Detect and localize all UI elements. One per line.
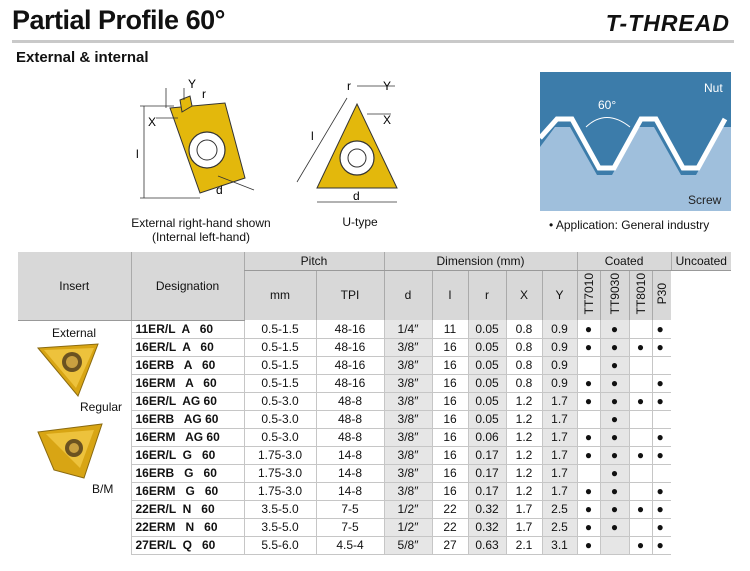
cell-grade-2: ● — [600, 320, 629, 338]
cell-des: 16ER/L G 60 — [131, 446, 244, 464]
cell-grade-2 — [600, 536, 629, 554]
cell-l: 16 — [432, 338, 468, 356]
cell-grade-2: ● — [600, 446, 629, 464]
cell-tpi: 48-8 — [316, 410, 384, 428]
col-coated: Coated — [577, 252, 671, 270]
cell-r: 0.05 — [468, 356, 506, 374]
cell-des: 27ER/L Q 60 — [131, 536, 244, 554]
cell-tpi: 7-5 — [316, 500, 384, 518]
cell-grade-2: ● — [600, 482, 629, 500]
table-row — [18, 320, 731, 338]
cell-tpi: 14-8 — [316, 464, 384, 482]
cell-r: 0.05 — [468, 374, 506, 392]
thread-profile-panel — [540, 72, 731, 211]
label-bm: B/M — [92, 482, 114, 496]
cell-x: 0.8 — [506, 320, 542, 338]
cell-grade-1: ● — [577, 374, 600, 392]
cell-grade-2: ● — [600, 374, 629, 392]
cell-r: 0.05 — [468, 392, 506, 410]
external-insert-diagram — [130, 78, 270, 216]
cell-mm: 1.75-3.0 — [244, 446, 316, 464]
cell-x: 1.2 — [506, 464, 542, 482]
cell-grade-1: ● — [577, 428, 600, 446]
cell-mm: 0.5-1.5 — [244, 338, 316, 356]
cell-y: 0.9 — [542, 374, 577, 392]
cell-grade-4: ● — [652, 338, 671, 356]
cell-y: 1.7 — [542, 446, 577, 464]
col-d: d — [384, 270, 432, 320]
cell-mm: 3.5-5.0 — [244, 500, 316, 518]
dim-r-label: r — [202, 87, 206, 101]
cell-l: 16 — [432, 428, 468, 446]
cell-x: 1.2 — [506, 410, 542, 428]
title-divider — [12, 40, 734, 43]
cell-y: 3.1 — [542, 536, 577, 554]
cell-des: 22ERM N 60 — [131, 518, 244, 536]
cell-y: 0.9 — [542, 338, 577, 356]
cell-grade-3 — [629, 518, 652, 536]
cell-l: 16 — [432, 410, 468, 428]
cell-grade-1: ● — [577, 518, 600, 536]
cell-x: 2.1 — [506, 536, 542, 554]
cell-grade-2: ● — [600, 428, 629, 446]
cell-des: 16ERM AG 60 — [131, 428, 244, 446]
cell-d: 3/8″ — [384, 356, 432, 374]
cell-grade-1 — [577, 464, 600, 482]
u-dim-y-label: Y — [383, 79, 392, 93]
cell-y: 1.7 — [542, 482, 577, 500]
cell-r: 0.05 — [468, 338, 506, 356]
section-subtitle: External & internal — [16, 49, 149, 66]
cell-grade-1: ● — [577, 536, 600, 554]
cell-y: 0.9 — [542, 356, 577, 374]
cell-tpi: 48-16 — [316, 320, 384, 338]
cell-grade-3 — [629, 320, 652, 338]
col-x: X — [506, 270, 542, 320]
cell-x: 1.2 — [506, 446, 542, 464]
cell-d: 3/8″ — [384, 410, 432, 428]
col-mm: mm — [244, 270, 316, 320]
cell-grade-1 — [577, 356, 600, 374]
cell-grade-1: ● — [577, 392, 600, 410]
cell-r: 0.06 — [468, 428, 506, 446]
cell-tpi: 48-8 — [316, 392, 384, 410]
nut-label: Nut — [704, 81, 723, 95]
cell-mm: 1.75-3.0 — [244, 482, 316, 500]
dim-l-label: l — [136, 147, 139, 161]
cell-grade-3: ● — [629, 500, 652, 518]
cell-y: 1.7 — [542, 464, 577, 482]
cell-des: 16ERM A 60 — [131, 374, 244, 392]
cell-r: 0.32 — [468, 500, 506, 518]
cell-d: 3/8″ — [384, 482, 432, 500]
cell-des: 16ERB G 60 — [131, 464, 244, 482]
cell-l: 16 — [432, 392, 468, 410]
cell-grade-4: ● — [652, 320, 671, 338]
col-grade-1: TT7010 — [577, 270, 600, 320]
u-type-insert-diagram — [295, 78, 405, 216]
u-dim-l-label: l — [311, 129, 314, 143]
cell-mm: 0.5-1.5 — [244, 374, 316, 392]
cell-grade-4 — [652, 464, 671, 482]
cell-tpi: 48-16 — [316, 356, 384, 374]
cell-r: 0.17 — [468, 464, 506, 482]
cell-d: 3/8″ — [384, 374, 432, 392]
cell-grade-2: ● — [600, 500, 629, 518]
dim-x-label: X — [148, 115, 157, 129]
cell-l: 16 — [432, 464, 468, 482]
dim-d-label: d — [216, 183, 223, 197]
col-grade-2: TT9030 — [600, 270, 629, 320]
col-uncoated: Uncoated — [671, 252, 731, 270]
label-regular: Regular — [80, 400, 123, 414]
cell-grade-2: ● — [600, 392, 629, 410]
cell-d: 3/8″ — [384, 338, 432, 356]
cell-grade-4: ● — [652, 536, 671, 554]
cell-d: 1/2″ — [384, 500, 432, 518]
cell-x: 0.8 — [506, 338, 542, 356]
cell-grade-2: ● — [600, 410, 629, 428]
regular-insert-image — [34, 340, 106, 400]
cell-grade-3 — [629, 464, 652, 482]
spec-table — [18, 252, 731, 555]
cell-x: 0.8 — [506, 374, 542, 392]
cell-grade-1: ● — [577, 446, 600, 464]
cell-d: 3/8″ — [384, 392, 432, 410]
cell-mm: 3.5-5.0 — [244, 518, 316, 536]
cell-des: 11ER/L A 60 — [131, 320, 244, 338]
cell-r: 0.17 — [468, 482, 506, 500]
angle-label: 60° — [598, 98, 617, 112]
cell-des: 22ER/L N 60 — [131, 500, 244, 518]
cell-grade-4 — [652, 356, 671, 374]
cell-grade-3: ● — [629, 338, 652, 356]
cell-x: 1.2 — [506, 482, 542, 500]
cell-grade-4: ● — [652, 518, 671, 536]
cell-mm: 0.5-3.0 — [244, 428, 316, 446]
cell-tpi: 7-5 — [316, 518, 384, 536]
cell-grade-4: ● — [652, 446, 671, 464]
cell-l: 16 — [432, 482, 468, 500]
cell-l: 16 — [432, 356, 468, 374]
cell-des: 16ERM G 60 — [131, 482, 244, 500]
cell-mm: 0.5-1.5 — [244, 320, 316, 338]
cell-grade-1: ● — [577, 500, 600, 518]
col-designation: Designation — [131, 252, 244, 320]
cell-r: 0.63 — [468, 536, 506, 554]
cell-l: 11 — [432, 320, 468, 338]
cell-grade-2: ● — [600, 518, 629, 536]
cell-grade-3 — [629, 410, 652, 428]
cell-grade-2: ● — [600, 356, 629, 374]
cell-des: 16ERB AG 60 — [131, 410, 244, 428]
col-pitch: Pitch — [244, 252, 384, 270]
col-r: r — [468, 270, 506, 320]
cell-grade-4: ● — [652, 482, 671, 500]
cell-tpi: 14-8 — [316, 446, 384, 464]
cell-grade-3 — [629, 482, 652, 500]
application-note: • Application: General industry — [549, 218, 710, 232]
cell-grade-3: ● — [629, 536, 652, 554]
cell-mm: 0.5-3.0 — [244, 392, 316, 410]
cell-x: 1.2 — [506, 392, 542, 410]
cell-mm: 1.75-3.0 — [244, 464, 316, 482]
cell-y: 1.7 — [542, 410, 577, 428]
cell-mm: 0.5-3.0 — [244, 410, 316, 428]
brand-logo: T-THREAD — [605, 10, 730, 36]
cell-d: 3/8″ — [384, 428, 432, 446]
col-insert: Insert — [18, 252, 131, 320]
cell-grade-4: ● — [652, 500, 671, 518]
cell-x: 1.7 — [506, 500, 542, 518]
cell-des: 16ER/L A 60 — [131, 338, 244, 356]
cell-d: 1/4″ — [384, 320, 432, 338]
dim-y-label: Y — [188, 78, 197, 91]
cell-grade-4: ● — [652, 374, 671, 392]
cell-grade-1: ● — [577, 482, 600, 500]
cell-des: 16ER/L AG 60 — [131, 392, 244, 410]
u-dim-d-label: d — [353, 189, 360, 203]
cell-y: 2.5 — [542, 500, 577, 518]
cell-r: 0.05 — [468, 320, 506, 338]
cell-grade-3 — [629, 356, 652, 374]
cell-d: 3/8″ — [384, 464, 432, 482]
cell-d: 5/8″ — [384, 536, 432, 554]
cell-y: 2.5 — [542, 518, 577, 536]
cell-y: 1.7 — [542, 428, 577, 446]
cell-grade-4 — [652, 410, 671, 428]
cell-r: 0.32 — [468, 518, 506, 536]
cell-mm: 0.5-1.5 — [244, 356, 316, 374]
cell-mm: 5.5-6.0 — [244, 536, 316, 554]
cell-tpi: 4.5-4 — [316, 536, 384, 554]
cell-r: 0.17 — [468, 446, 506, 464]
cell-r: 0.05 — [468, 410, 506, 428]
cell-l: 27 — [432, 536, 468, 554]
cell-tpi: 48-16 — [316, 374, 384, 392]
cell-x: 0.8 — [506, 356, 542, 374]
cell-y: 1.7 — [542, 392, 577, 410]
u-dim-r-label: r — [347, 79, 351, 93]
u-dim-x-label: X — [383, 113, 392, 127]
cell-tpi: 48-16 — [316, 338, 384, 356]
col-grade-3: TT8010 — [629, 270, 652, 320]
bm-insert-image — [34, 420, 110, 482]
cell-grade-3 — [629, 428, 652, 446]
cell-y: 0.9 — [542, 320, 577, 338]
label-external: External — [52, 326, 97, 340]
cell-l: 16 — [432, 446, 468, 464]
col-tpi: TPI — [316, 270, 384, 320]
cell-des: 16ERB A 60 — [131, 356, 244, 374]
cell-x: 1.2 — [506, 428, 542, 446]
screw-label: Screw — [688, 193, 722, 207]
cell-l: 16 — [432, 374, 468, 392]
cell-tpi: 48-8 — [316, 428, 384, 446]
cell-grade-1: ● — [577, 338, 600, 356]
page-title: Partial Profile 60° — [12, 5, 225, 35]
cell-l: 22 — [432, 500, 468, 518]
cell-l: 22 — [432, 518, 468, 536]
col-l: l — [432, 270, 468, 320]
u-type-caption: U-type — [342, 215, 378, 229]
cell-grade-3: ● — [629, 392, 652, 410]
cell-grade-4: ● — [652, 392, 671, 410]
cell-d: 3/8″ — [384, 446, 432, 464]
cell-grade-2: ● — [600, 338, 629, 356]
col-grade-4: P30 — [652, 270, 671, 320]
external-insert-caption: External right-hand shown (Internal left-hand) — [131, 216, 271, 244]
cell-x: 1.7 — [506, 518, 542, 536]
col-y: Y — [542, 270, 577, 320]
cell-d: 1/2″ — [384, 518, 432, 536]
cell-grade-1 — [577, 410, 600, 428]
col-dimension: Dimension (mm) — [384, 252, 577, 270]
cell-grade-1: ● — [577, 320, 600, 338]
cell-tpi: 14-8 — [316, 482, 384, 500]
cell-grade-3: ● — [629, 446, 652, 464]
cell-grade-3 — [629, 374, 652, 392]
cell-grade-2: ● — [600, 464, 629, 482]
cell-grade-4: ● — [652, 428, 671, 446]
